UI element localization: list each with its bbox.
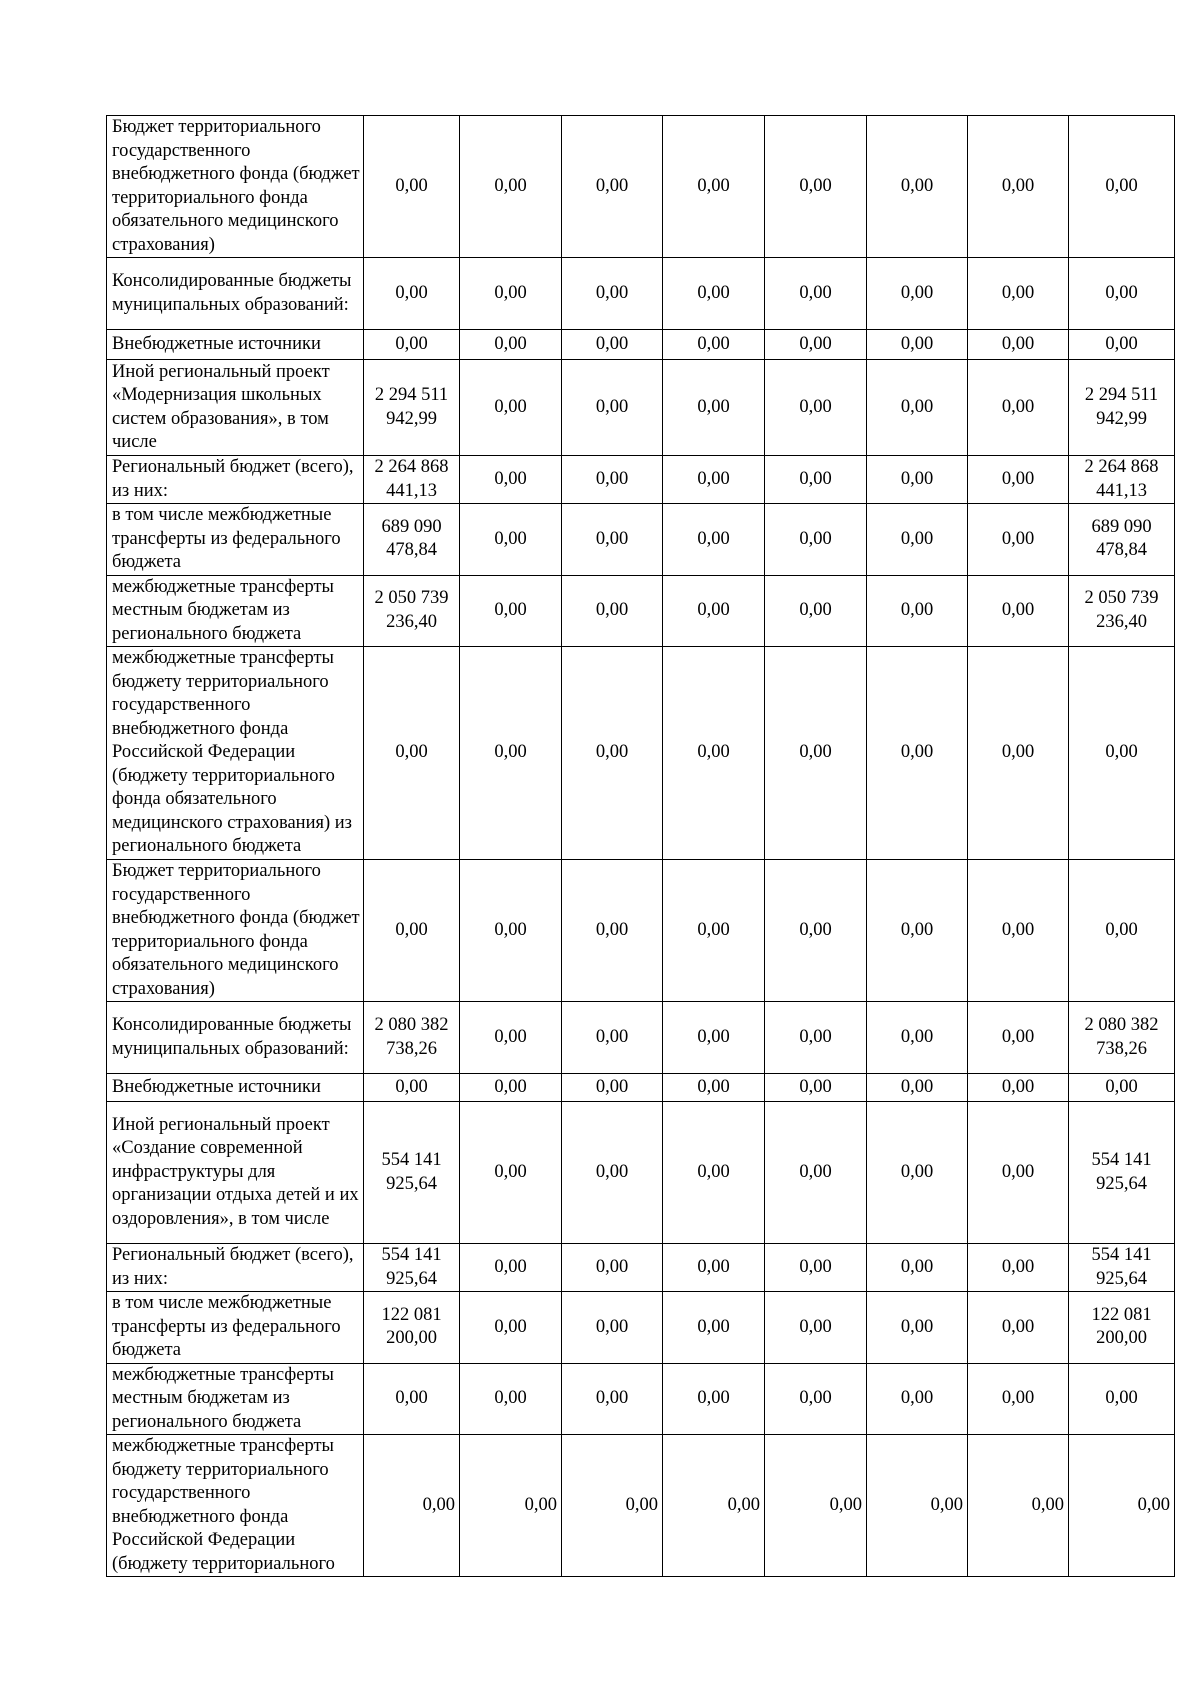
value-cell: 2 264 868 441,13	[364, 456, 460, 504]
budget-table	[106, 115, 1175, 1577]
value-cell: 2 050 739 236,40	[364, 575, 460, 647]
row-label: Консолидированные бюджеты муниципальных образований:	[107, 258, 364, 330]
value-cell: 0,00	[765, 1002, 867, 1074]
table-row	[107, 116, 1175, 258]
row-label: межбюджетные трансферты бюджету территориального государственного внебюджетного фонда Российской Федерации (бюджету территориального фонда обязательного медицинского страхования) из регионального бюджета	[107, 647, 364, 860]
value-cell: 0,00	[867, 116, 968, 258]
table-row	[107, 1074, 1175, 1102]
value-cell: 0,00	[663, 504, 765, 576]
value-cell: 0,00	[663, 456, 765, 504]
value-cell: 0,00	[663, 116, 765, 258]
value-cell: 0,00	[867, 456, 968, 504]
value-cell: 0,00	[867, 504, 968, 576]
value-cell: 0,00	[968, 456, 1069, 504]
value-cell: 0,00	[460, 1292, 562, 1364]
table-row	[107, 575, 1175, 647]
value-cell: 0,00	[460, 575, 562, 647]
value-cell: 554 141 925,64	[1069, 1102, 1175, 1244]
row-label: межбюджетные трансферты местным бюджетам из регионального бюджета	[107, 1363, 364, 1435]
value-cell: 0,00	[867, 1102, 968, 1244]
value-cell: 0,00	[663, 1363, 765, 1435]
value-cell: 0,00	[867, 1435, 968, 1577]
row-label: в том числе межбюджетные трансферты из федерального бюджета	[107, 504, 364, 576]
value-cell: 0,00	[1069, 860, 1175, 1002]
value-cell: 0,00	[1069, 1363, 1175, 1435]
value-cell: 0,00	[968, 116, 1069, 258]
value-cell: 0,00	[562, 1002, 663, 1074]
value-cell: 0,00	[460, 1102, 562, 1244]
value-cell: 0,00	[663, 258, 765, 330]
value-cell: 0,00	[968, 575, 1069, 647]
value-cell: 0,00	[765, 647, 867, 860]
value-cell: 0,00	[765, 1244, 867, 1292]
value-cell: 0,00	[460, 1363, 562, 1435]
value-cell: 0,00	[663, 647, 765, 860]
value-cell: 0,00	[364, 647, 460, 860]
value-cell: 0,00	[765, 575, 867, 647]
value-cell: 0,00	[460, 504, 562, 576]
table-row	[107, 860, 1175, 1002]
value-cell: 0,00	[1069, 116, 1175, 258]
table-row	[107, 1102, 1175, 1244]
value-cell: 0,00	[562, 860, 663, 1002]
value-cell: 0,00	[460, 1074, 562, 1102]
value-cell: 0,00	[562, 575, 663, 647]
value-cell: 0,00	[663, 1074, 765, 1102]
value-cell: 0,00	[663, 1292, 765, 1364]
value-cell: 0,00	[968, 504, 1069, 576]
value-cell: 0,00	[765, 360, 867, 456]
value-cell: 554 141 925,64	[1069, 1244, 1175, 1292]
value-cell: 0,00	[562, 1292, 663, 1364]
value-cell: 554 141 925,64	[364, 1244, 460, 1292]
value-cell: 0,00	[460, 1435, 562, 1577]
value-cell: 0,00	[364, 860, 460, 1002]
value-cell: 0,00	[663, 360, 765, 456]
value-cell: 2 294 511 942,99	[364, 360, 460, 456]
value-cell: 0,00	[562, 116, 663, 258]
value-cell: 0,00	[968, 860, 1069, 1002]
value-cell: 0,00	[968, 1102, 1069, 1244]
value-cell: 0,00	[562, 504, 663, 576]
table-row	[107, 360, 1175, 456]
value-cell: 0,00	[562, 1363, 663, 1435]
table-row	[107, 258, 1175, 330]
value-cell: 0,00	[765, 1363, 867, 1435]
value-cell: 0,00	[460, 647, 562, 860]
value-cell: 0,00	[968, 258, 1069, 330]
value-cell: 0,00	[968, 1292, 1069, 1364]
value-cell: 0,00	[968, 647, 1069, 860]
table-row	[107, 1244, 1175, 1292]
value-cell: 0,00	[460, 860, 562, 1002]
value-cell: 0,00	[968, 1363, 1069, 1435]
row-label: Иной региональный проект «Создание современной инфраструктуры для организации отдыха детей и их оздоровления», в том числе	[107, 1102, 364, 1244]
value-cell: 2 294 511 942,99	[1069, 360, 1175, 456]
row-label: Иной региональный проект «Модернизация школьных систем образования», в том числе	[107, 360, 364, 456]
value-cell: 0,00	[364, 330, 460, 360]
value-cell: 554 141 925,64	[364, 1102, 460, 1244]
value-cell: 0,00	[364, 1435, 460, 1577]
value-cell: 0,00	[460, 456, 562, 504]
value-cell: 0,00	[867, 360, 968, 456]
value-cell: 0,00	[562, 456, 663, 504]
value-cell: 0,00	[364, 1363, 460, 1435]
value-cell: 0,00	[1069, 647, 1175, 860]
value-cell: 0,00	[765, 1102, 867, 1244]
value-cell: 0,00	[765, 504, 867, 576]
value-cell: 0,00	[663, 1002, 765, 1074]
row-label: межбюджетные трансферты местным бюджетам из регионального бюджета	[107, 575, 364, 647]
value-cell: 0,00	[562, 360, 663, 456]
value-cell: 122 081 200,00	[364, 1292, 460, 1364]
value-cell: 0,00	[460, 330, 562, 360]
value-cell: 0,00	[663, 1102, 765, 1244]
value-cell: 0,00	[562, 1244, 663, 1292]
value-cell: 0,00	[867, 330, 968, 360]
value-cell: 0,00	[1069, 1435, 1175, 1577]
value-cell: 2 080 382 738,26	[364, 1002, 460, 1074]
row-label: Бюджет территориального государственного внебюджетного фонда (бюджет территориального фонда обязательного медицинского страхования)	[107, 116, 364, 258]
row-label: Бюджет территориального государственного внебюджетного фонда (бюджет территориального фонда обязательного медицинского страхования)	[107, 860, 364, 1002]
value-cell: 0,00	[663, 1435, 765, 1577]
value-cell: 0,00	[867, 1074, 968, 1102]
value-cell: 0,00	[364, 1074, 460, 1102]
value-cell: 0,00	[1069, 330, 1175, 360]
value-cell: 0,00	[765, 860, 867, 1002]
value-cell: 0,00	[968, 360, 1069, 456]
value-cell: 0,00	[867, 1292, 968, 1364]
value-cell: 0,00	[968, 1002, 1069, 1074]
row-label: Консолидированные бюджеты муниципальных образований:	[107, 1002, 364, 1074]
value-cell: 0,00	[562, 647, 663, 860]
value-cell: 0,00	[867, 647, 968, 860]
value-cell: 0,00	[765, 456, 867, 504]
table-row	[107, 647, 1175, 860]
value-cell: 0,00	[460, 360, 562, 456]
value-cell: 0,00	[867, 1244, 968, 1292]
value-cell: 0,00	[364, 116, 460, 258]
value-cell: 0,00	[562, 1435, 663, 1577]
value-cell: 0,00	[562, 258, 663, 330]
value-cell: 0,00	[663, 575, 765, 647]
value-cell: 0,00	[968, 1435, 1069, 1577]
value-cell: 0,00	[765, 330, 867, 360]
value-cell: 0,00	[867, 1002, 968, 1074]
value-cell: 689 090 478,84	[1069, 504, 1175, 576]
row-label: межбюджетные трансферты бюджету территориального государственного внебюджетного фонда Российской Федерации (бюджету территориального	[107, 1435, 364, 1577]
value-cell: 0,00	[968, 330, 1069, 360]
row-label: Региональный бюджет (всего), из них:	[107, 1244, 364, 1292]
value-cell: 0,00	[460, 116, 562, 258]
value-cell: 122 081 200,00	[1069, 1292, 1175, 1364]
row-label: Внебюджетные источники	[107, 1074, 364, 1102]
value-cell: 0,00	[364, 258, 460, 330]
table-row	[107, 1292, 1175, 1364]
value-cell: 0,00	[765, 116, 867, 258]
value-cell: 2 050 739 236,40	[1069, 575, 1175, 647]
value-cell: 0,00	[968, 1244, 1069, 1292]
table-row	[107, 1363, 1175, 1435]
value-cell: 0,00	[460, 1002, 562, 1074]
table-row	[107, 1002, 1175, 1074]
table-row	[107, 504, 1175, 576]
value-cell: 689 090 478,84	[364, 504, 460, 576]
table-row	[107, 330, 1175, 360]
value-cell: 0,00	[562, 1074, 663, 1102]
value-cell: 0,00	[1069, 258, 1175, 330]
value-cell: 0,00	[765, 258, 867, 330]
row-label: Внебюджетные источники	[107, 330, 364, 360]
table-row	[107, 1435, 1175, 1577]
value-cell: 0,00	[968, 1074, 1069, 1102]
value-cell: 2 264 868 441,13	[1069, 456, 1175, 504]
value-cell: 0,00	[1069, 1074, 1175, 1102]
value-cell: 0,00	[867, 258, 968, 330]
value-cell: 0,00	[867, 575, 968, 647]
value-cell: 0,00	[562, 1102, 663, 1244]
value-cell: 0,00	[765, 1074, 867, 1102]
value-cell: 0,00	[663, 1244, 765, 1292]
value-cell: 0,00	[562, 330, 663, 360]
row-label: Региональный бюджет (всего), из них:	[107, 456, 364, 504]
value-cell: 0,00	[663, 330, 765, 360]
row-label: в том числе межбюджетные трансферты из федерального бюджета	[107, 1292, 364, 1364]
value-cell: 0,00	[867, 860, 968, 1002]
value-cell: 0,00	[867, 1363, 968, 1435]
value-cell: 0,00	[765, 1292, 867, 1364]
table-row	[107, 456, 1175, 504]
value-cell: 0,00	[460, 1244, 562, 1292]
value-cell: 0,00	[765, 1435, 867, 1577]
value-cell: 2 080 382 738,26	[1069, 1002, 1175, 1074]
value-cell: 0,00	[663, 860, 765, 1002]
value-cell: 0,00	[460, 258, 562, 330]
